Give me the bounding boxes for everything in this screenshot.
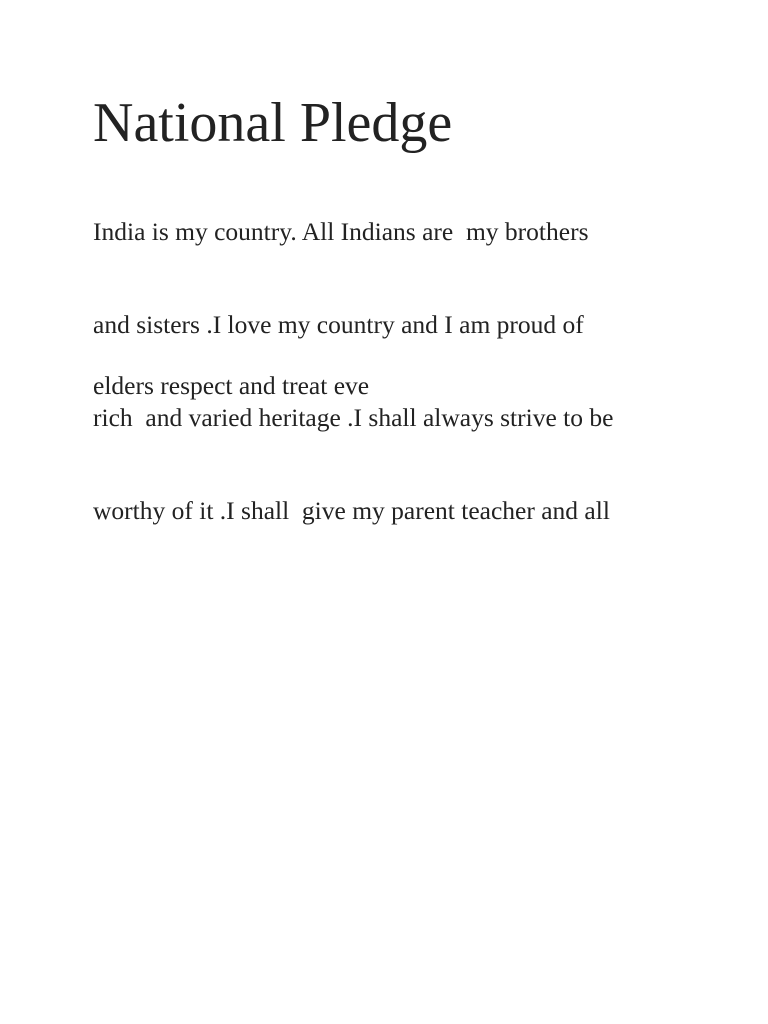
paragraph-line: rich and varied heritage .I shall always strive to be	[93, 403, 614, 432]
paragraph-line: elders respect and treat eve	[93, 371, 370, 400]
paragraph-line: worthy of it .I shall give my parent teacher and all	[93, 496, 610, 525]
paragraph-line: and sisters .I love my country and I am proud of	[93, 310, 584, 339]
paragraph-line: India is my country. All Indians are my brothers	[93, 217, 589, 246]
page-title: National Pledge	[93, 92, 453, 154]
pledge-paragraph-continued	[93, 308, 369, 463]
